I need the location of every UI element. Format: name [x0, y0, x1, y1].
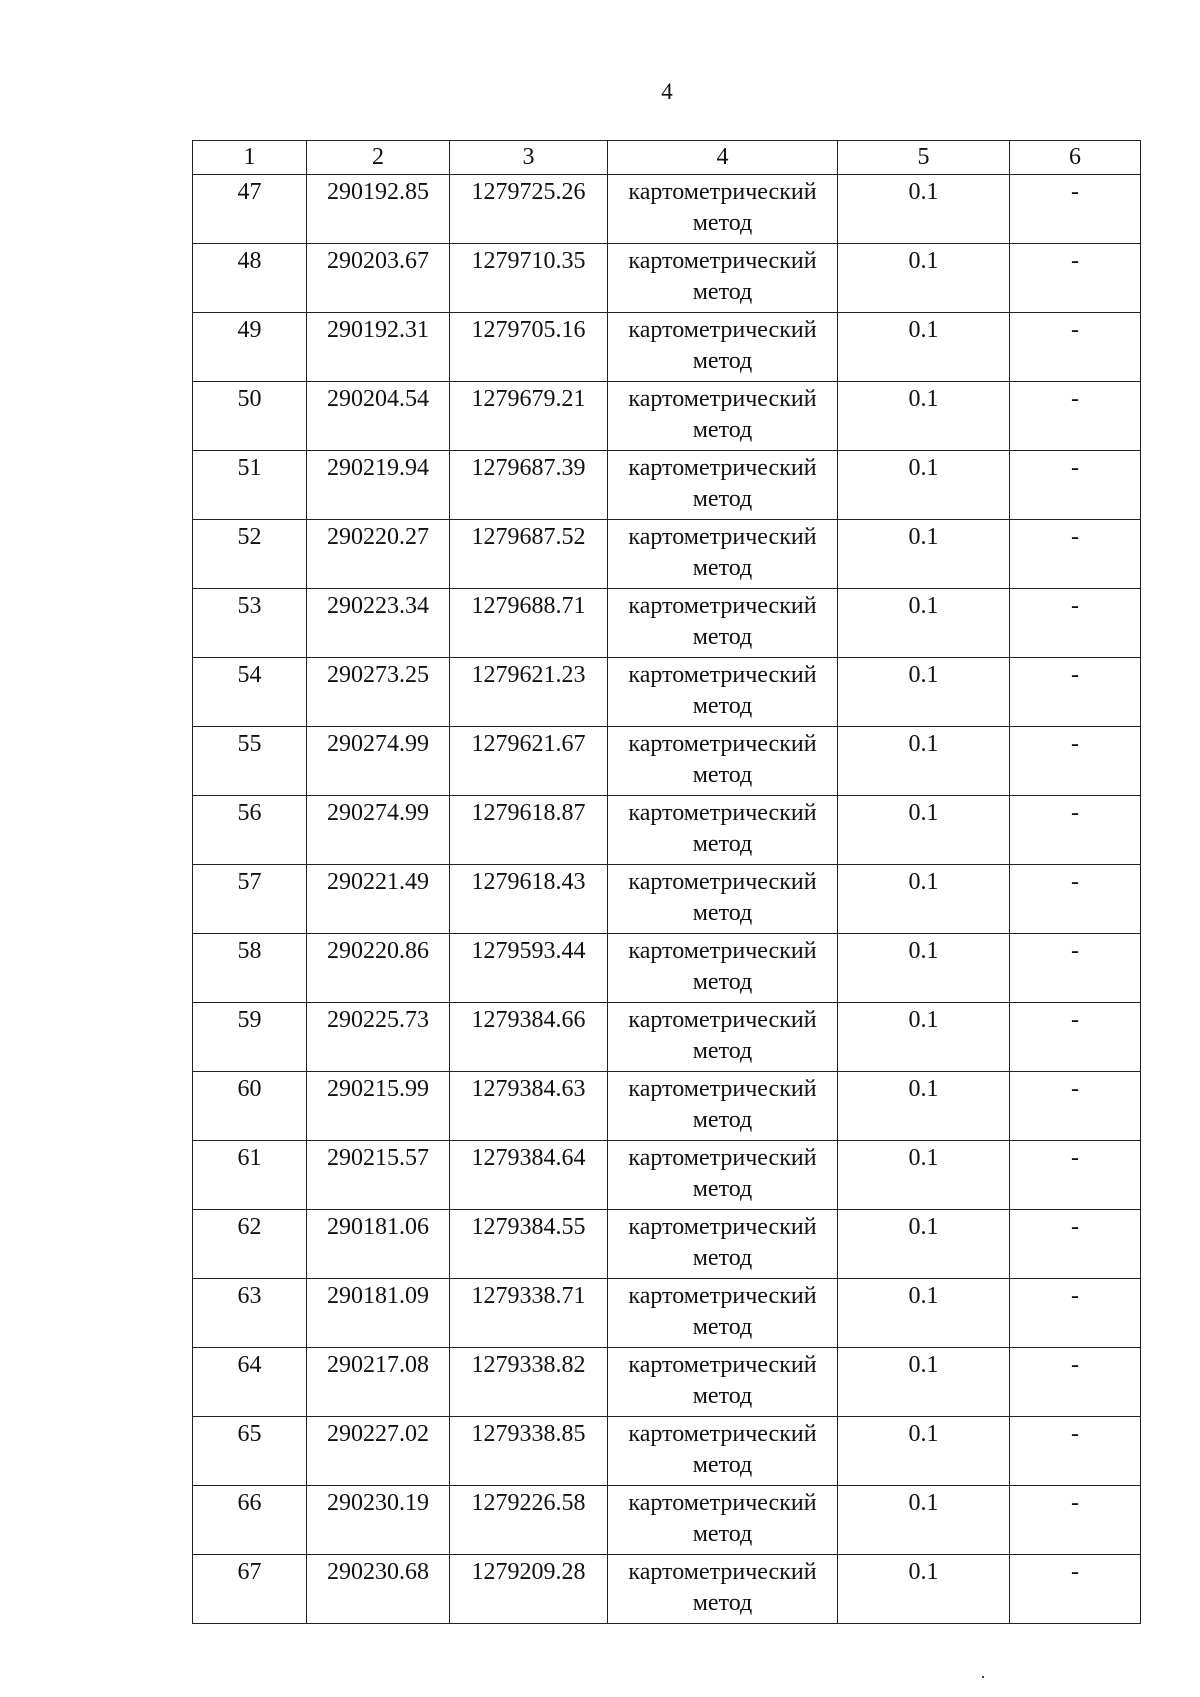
note-cell: - [1010, 1417, 1141, 1486]
table-row [193, 658, 1141, 727]
method-cell: картометрический метод [608, 1210, 838, 1279]
table-row [193, 1555, 1141, 1624]
point-number-cell: 58 [193, 934, 307, 1003]
method-cell: картометрический метод [608, 658, 838, 727]
accuracy-cell: 0.1 [838, 313, 1010, 382]
table-row [193, 244, 1141, 313]
note-cell: - [1010, 1072, 1141, 1141]
point-number-cell: 59 [193, 1003, 307, 1072]
point-number-cell: 54 [193, 658, 307, 727]
y-coordinate-cell: 1279384.64 [450, 1141, 608, 1210]
note-cell: - [1010, 727, 1141, 796]
accuracy-cell: 0.1 [838, 1348, 1010, 1417]
table-row [193, 313, 1141, 382]
point-number-cell: 55 [193, 727, 307, 796]
table-row [193, 1072, 1141, 1141]
table-row [193, 865, 1141, 934]
y-coordinate-cell: 1279209.28 [450, 1555, 608, 1624]
note-cell: - [1010, 1348, 1141, 1417]
accuracy-cell: 0.1 [838, 175, 1010, 244]
note-cell: - [1010, 1486, 1141, 1555]
accuracy-cell: 0.1 [838, 1417, 1010, 1486]
x-coordinate-cell: 290274.99 [307, 796, 450, 865]
coordinates-table [192, 140, 1141, 1624]
note-cell: - [1010, 1210, 1141, 1279]
table-row [193, 727, 1141, 796]
x-coordinate-cell: 290225.73 [307, 1003, 450, 1072]
method-cell: картометрический метод [608, 1072, 838, 1141]
note-cell: - [1010, 1279, 1141, 1348]
table-row [193, 1348, 1141, 1417]
method-cell: картометрический метод [608, 796, 838, 865]
accuracy-cell: 0.1 [838, 727, 1010, 796]
y-coordinate-cell: 1279618.87 [450, 796, 608, 865]
y-coordinate-cell: 1279621.23 [450, 658, 608, 727]
y-coordinate-cell: 1279338.82 [450, 1348, 608, 1417]
accuracy-cell: 0.1 [838, 1555, 1010, 1624]
x-coordinate-cell: 290221.49 [307, 865, 450, 934]
note-cell: - [1010, 451, 1141, 520]
method-cell: картометрический метод [608, 520, 838, 589]
x-coordinate-cell: 290230.68 [307, 1555, 450, 1624]
point-number-cell: 66 [193, 1486, 307, 1555]
x-coordinate-cell: 290223.34 [307, 589, 450, 658]
accuracy-cell: 0.1 [838, 1003, 1010, 1072]
table-body [193, 175, 1141, 1624]
table-row [193, 520, 1141, 589]
x-coordinate-cell: 290192.85 [307, 175, 450, 244]
table-row [193, 1141, 1141, 1210]
x-coordinate-cell: 290227.02 [307, 1417, 450, 1486]
accuracy-cell: 0.1 [838, 451, 1010, 520]
y-coordinate-cell: 1279679.21 [450, 382, 608, 451]
method-cell: картометрический метод [608, 1555, 838, 1624]
y-coordinate-cell: 1279593.44 [450, 934, 608, 1003]
x-coordinate-cell: 290219.94 [307, 451, 450, 520]
column-header: 4 [608, 141, 838, 175]
method-cell: картометрический метод [608, 1003, 838, 1072]
method-cell: картометрический метод [608, 175, 838, 244]
accuracy-cell: 0.1 [838, 589, 1010, 658]
point-number-cell: 49 [193, 313, 307, 382]
x-coordinate-cell: 290273.25 [307, 658, 450, 727]
page-number: 4 [661, 79, 673, 104]
note-cell: - [1010, 313, 1141, 382]
point-number-cell: 47 [193, 175, 307, 244]
y-coordinate-cell: 1279618.43 [450, 865, 608, 934]
accuracy-cell: 0.1 [838, 865, 1010, 934]
point-number-cell: 57 [193, 865, 307, 934]
accuracy-cell: 0.1 [838, 1279, 1010, 1348]
point-number-cell: 62 [193, 1210, 307, 1279]
method-cell: картометрический метод [608, 244, 838, 313]
column-header: 6 [1010, 141, 1141, 175]
y-coordinate-cell: 1279621.67 [450, 727, 608, 796]
column-header: 3 [450, 141, 608, 175]
x-coordinate-cell: 290220.86 [307, 934, 450, 1003]
method-cell: картометрический метод [608, 1486, 838, 1555]
method-cell: картометрический метод [608, 1348, 838, 1417]
column-header: 2 [307, 141, 450, 175]
table-row [193, 451, 1141, 520]
table-header-row [193, 141, 1141, 175]
table-row [193, 796, 1141, 865]
table-row [193, 1210, 1141, 1279]
note-cell: - [1010, 175, 1141, 244]
point-number-cell: 48 [193, 244, 307, 313]
table-row [193, 1003, 1141, 1072]
y-coordinate-cell: 1279338.85 [450, 1417, 608, 1486]
method-cell: картометрический метод [608, 934, 838, 1003]
x-coordinate-cell: 290215.99 [307, 1072, 450, 1141]
x-coordinate-cell: 290217.08 [307, 1348, 450, 1417]
method-cell: картометрический метод [608, 1141, 838, 1210]
note-cell: - [1010, 865, 1141, 934]
point-number-cell: 56 [193, 796, 307, 865]
note-cell: - [1010, 1141, 1141, 1210]
column-header: 5 [838, 141, 1010, 175]
method-cell: картометрический метод [608, 313, 838, 382]
method-cell: картометрический метод [608, 865, 838, 934]
point-number-cell: 53 [193, 589, 307, 658]
y-coordinate-cell: 1279687.52 [450, 520, 608, 589]
x-coordinate-cell: 290203.67 [307, 244, 450, 313]
x-coordinate-cell: 290230.19 [307, 1486, 450, 1555]
point-number-cell: 64 [193, 1348, 307, 1417]
point-number-cell: 51 [193, 451, 307, 520]
point-number-cell: 65 [193, 1417, 307, 1486]
x-coordinate-cell: 290192.31 [307, 313, 450, 382]
accuracy-cell: 0.1 [838, 1141, 1010, 1210]
table-row [193, 382, 1141, 451]
method-cell: картометрический метод [608, 589, 838, 658]
note-cell: - [1010, 1003, 1141, 1072]
method-cell: картометрический метод [608, 1417, 838, 1486]
accuracy-cell: 0.1 [838, 520, 1010, 589]
table-row [193, 1417, 1141, 1486]
note-cell: - [1010, 796, 1141, 865]
point-number-cell: 52 [193, 520, 307, 589]
point-number-cell: 67 [193, 1555, 307, 1624]
point-number-cell: 63 [193, 1279, 307, 1348]
accuracy-cell: 0.1 [838, 1072, 1010, 1141]
note-cell: - [1010, 934, 1141, 1003]
note-cell: - [1010, 244, 1141, 313]
point-number-cell: 60 [193, 1072, 307, 1141]
scan-speck [982, 1676, 984, 1678]
note-cell: - [1010, 658, 1141, 727]
y-coordinate-cell: 1279384.66 [450, 1003, 608, 1072]
y-coordinate-cell: 1279338.71 [450, 1279, 608, 1348]
y-coordinate-cell: 1279384.55 [450, 1210, 608, 1279]
note-cell: - [1010, 520, 1141, 589]
x-coordinate-cell: 290274.99 [307, 727, 450, 796]
x-coordinate-cell: 290204.54 [307, 382, 450, 451]
accuracy-cell: 0.1 [838, 934, 1010, 1003]
method-cell: картометрический метод [608, 727, 838, 796]
point-number-cell: 61 [193, 1141, 307, 1210]
accuracy-cell: 0.1 [838, 1486, 1010, 1555]
accuracy-cell: 0.1 [838, 244, 1010, 313]
y-coordinate-cell: 1279705.16 [450, 313, 608, 382]
y-coordinate-cell: 1279384.63 [450, 1072, 608, 1141]
table-row [193, 1486, 1141, 1555]
x-coordinate-cell: 290215.57 [307, 1141, 450, 1210]
accuracy-cell: 0.1 [838, 796, 1010, 865]
table-row [193, 1279, 1141, 1348]
x-coordinate-cell: 290181.06 [307, 1210, 450, 1279]
note-cell: - [1010, 589, 1141, 658]
y-coordinate-cell: 1279725.26 [450, 175, 608, 244]
y-coordinate-cell: 1279226.58 [450, 1486, 608, 1555]
x-coordinate-cell: 290181.09 [307, 1279, 450, 1348]
note-cell: - [1010, 382, 1141, 451]
y-coordinate-cell: 1279687.39 [450, 451, 608, 520]
y-coordinate-cell: 1279710.35 [450, 244, 608, 313]
method-cell: картометрический метод [608, 382, 838, 451]
method-cell: картометрический метод [608, 1279, 838, 1348]
x-coordinate-cell: 290220.27 [307, 520, 450, 589]
table-row [193, 934, 1141, 1003]
method-cell: картометрический метод [608, 451, 838, 520]
note-cell: - [1010, 1555, 1141, 1624]
accuracy-cell: 0.1 [838, 382, 1010, 451]
column-header: 1 [193, 141, 307, 175]
accuracy-cell: 0.1 [838, 658, 1010, 727]
point-number-cell: 50 [193, 382, 307, 451]
table-row [193, 175, 1141, 244]
table-row [193, 589, 1141, 658]
accuracy-cell: 0.1 [838, 1210, 1010, 1279]
y-coordinate-cell: 1279688.71 [450, 589, 608, 658]
